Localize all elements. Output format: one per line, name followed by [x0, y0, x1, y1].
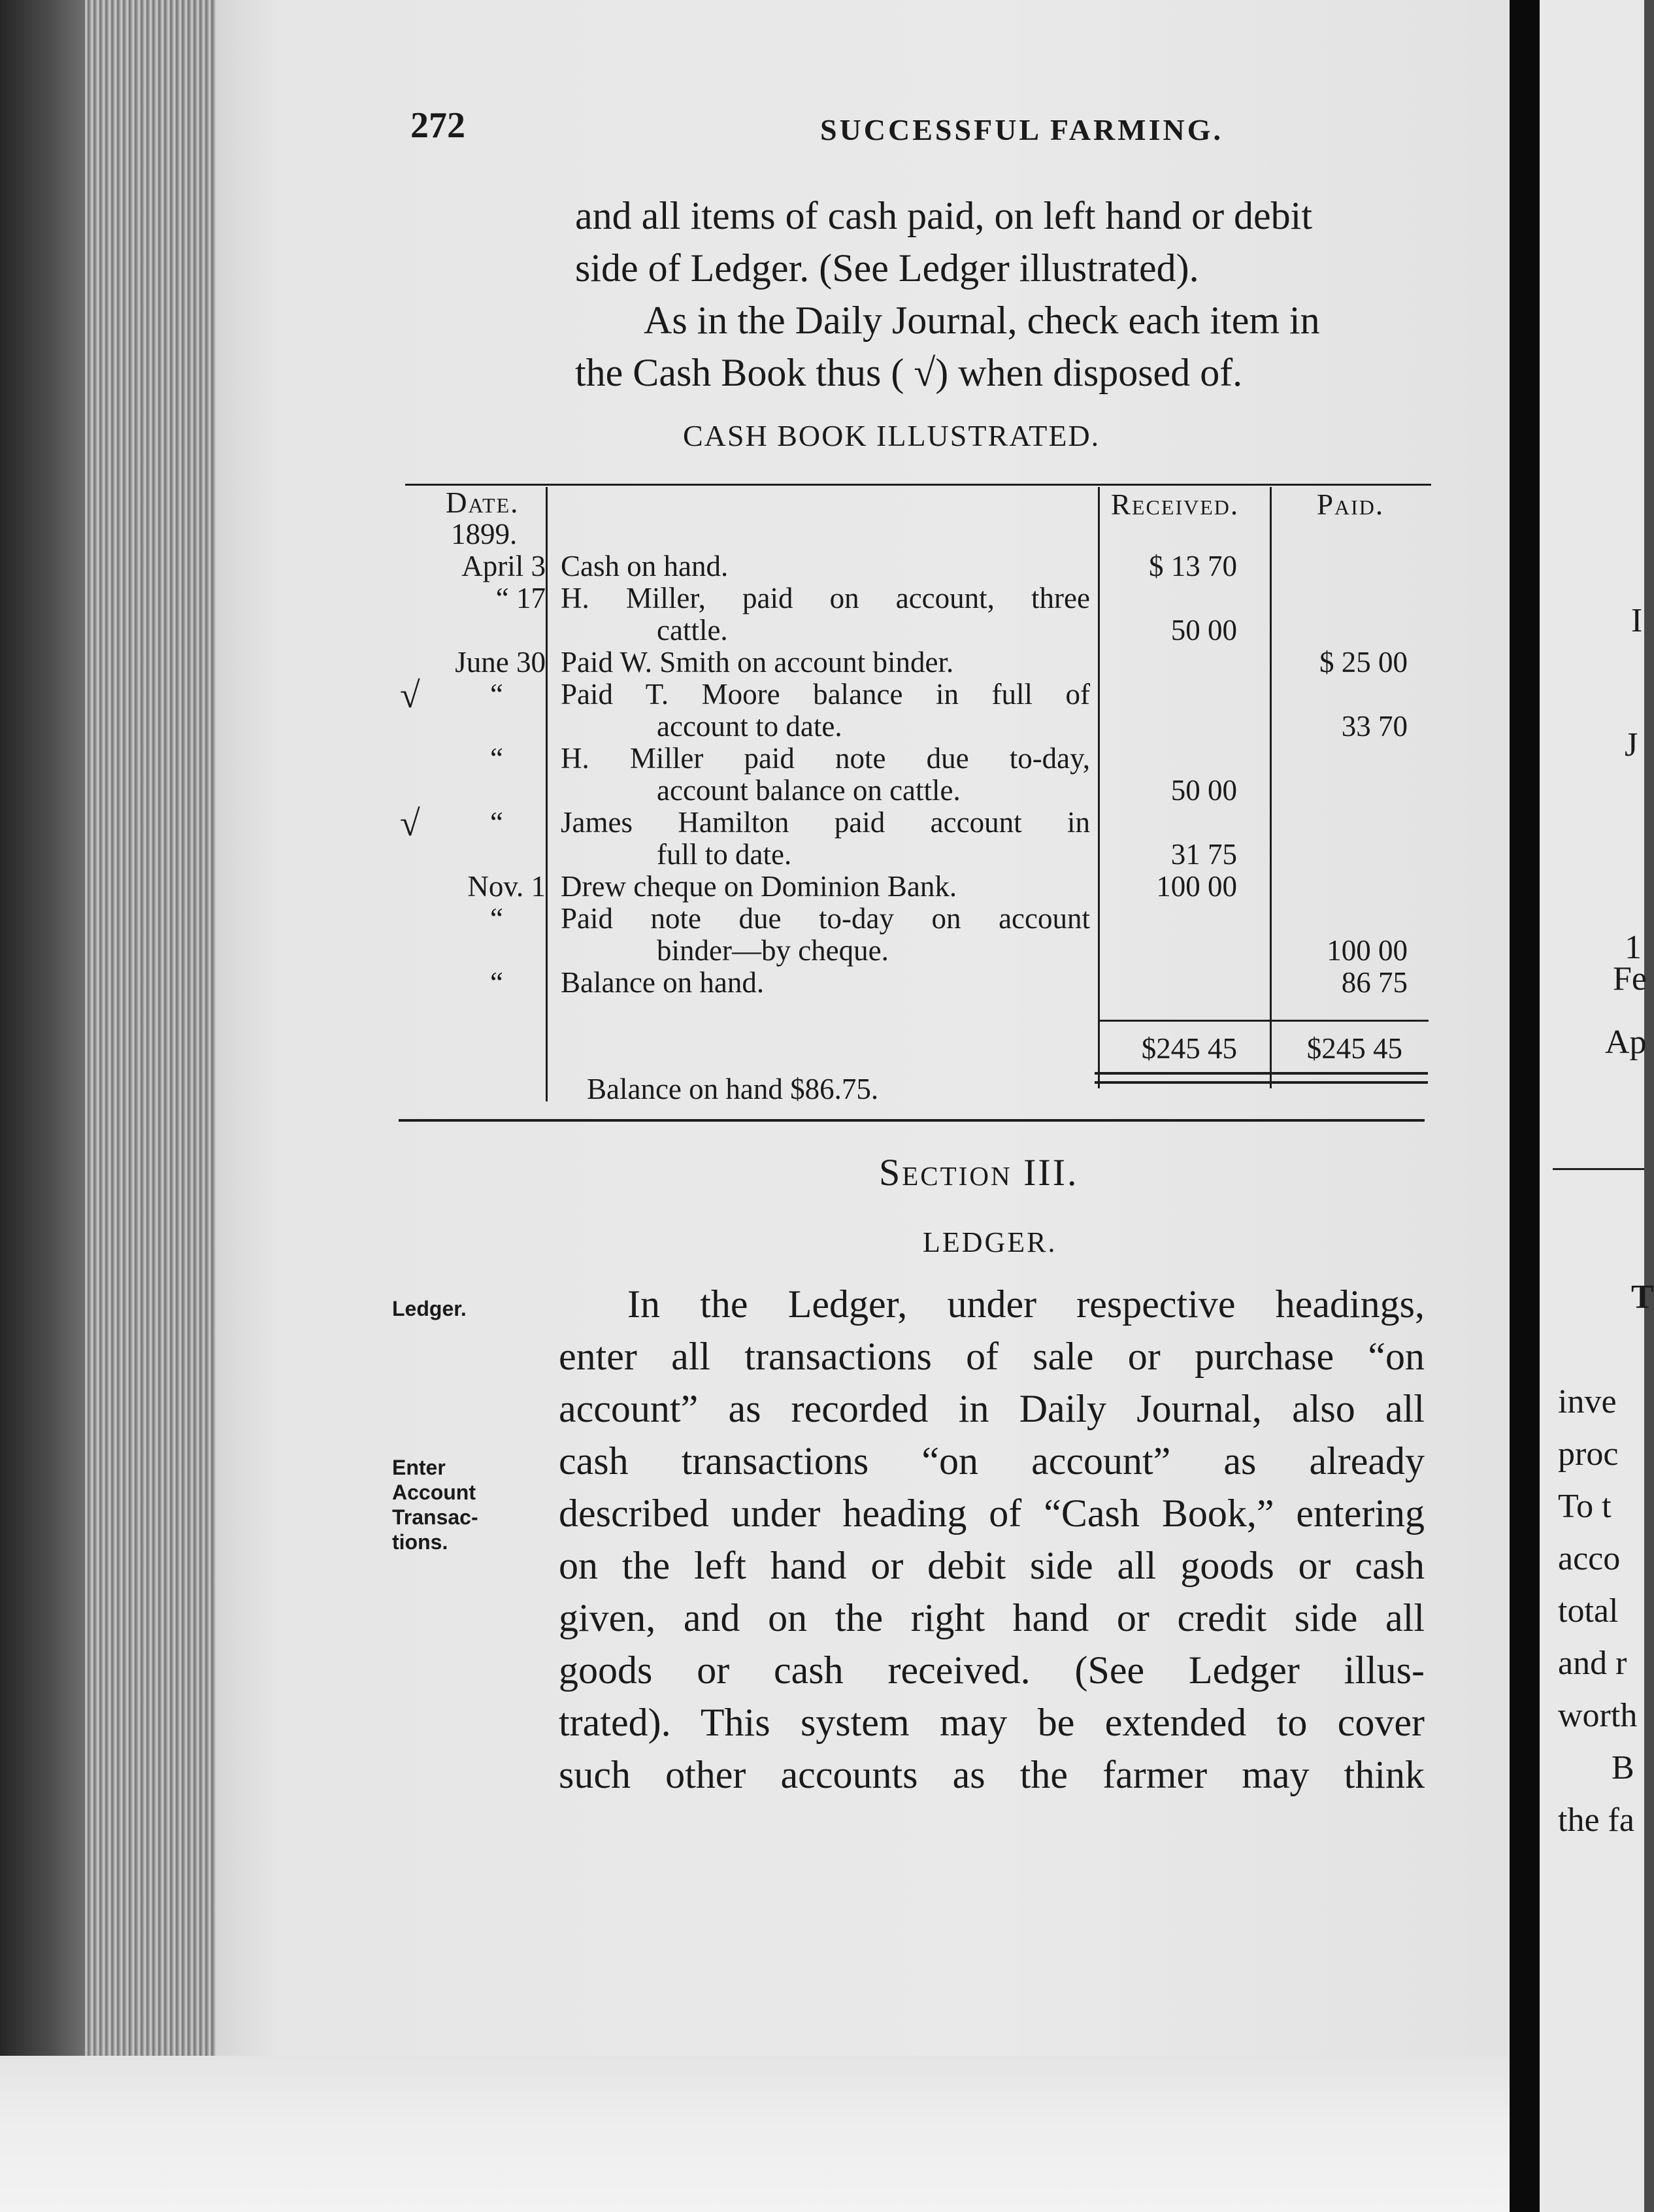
section-line-3: account” as recorded in Daily Journal, also all: [559, 1387, 1425, 1430]
subtotal-rule-received: [1100, 1020, 1271, 1022]
adjacent-fragment: I: [1631, 602, 1643, 639]
margin-note-enter-4: tions.: [392, 1530, 448, 1554]
adjacent-fragment: proc: [1558, 1435, 1619, 1473]
row-date: “: [490, 966, 503, 999]
intro-line-1: and all items of cash paid, on left hand or debit: [575, 194, 1313, 237]
cash-book-title: CASH BOOK ILLUSTRATED.: [683, 419, 1100, 452]
row-paid: 86 75: [1341, 966, 1408, 999]
row-description-cont: account balance on cattle.: [657, 774, 961, 807]
total-paid: $245 45: [1306, 1032, 1402, 1065]
book-spine-shadow: [0, 0, 85, 2212]
adjacent-fragment: acco: [1558, 1540, 1621, 1577]
row-description-cont: full to date.: [657, 838, 792, 871]
page-number: 272: [410, 105, 465, 146]
row-description: Drew cheque on Dominion Bank.: [561, 870, 957, 903]
adjacent-fragment: T: [1631, 1279, 1654, 1316]
page-bottom-margin: [0, 2056, 1644, 2212]
balance-note: Balance on hand $86.75.: [587, 1073, 879, 1105]
adjacent-fragment: and r: [1558, 1645, 1627, 1682]
row-description: H. Miller paid note due to-day,: [561, 742, 1090, 775]
adjacent-fragment: J: [1625, 726, 1638, 763]
subtotal-rule-paid: [1272, 1020, 1429, 1022]
date-column-divider: [546, 487, 548, 1101]
section-line-5: described under heading of “Cash Book,” entering: [559, 1492, 1425, 1535]
row-date: “: [490, 678, 503, 711]
adjacent-fragment: B: [1612, 1749, 1634, 1786]
row-description-cont: cattle.: [657, 614, 728, 646]
row-date: Nov. 1: [467, 870, 546, 903]
table-top-rule: [405, 484, 1431, 486]
row-paid: $ 25 00: [1319, 646, 1408, 679]
row-description: Paid W. Smith on account binder.: [561, 646, 954, 679]
check-mark-icon: √: [400, 803, 420, 844]
intro-line-2: side of Ledger. (See Ledger illustrated).: [575, 246, 1199, 290]
row-paid: 33 70: [1341, 710, 1408, 743]
adjacent-fragment: inve: [1558, 1383, 1617, 1420]
check-mark-icon: √: [400, 675, 420, 716]
section-heading: Section III.: [879, 1151, 1079, 1194]
row-description: Balance on hand.: [561, 966, 765, 999]
row-received: 50 00: [1170, 614, 1237, 646]
header-year: 1899.: [451, 518, 518, 550]
book-gutter: [1510, 0, 1540, 2212]
adjacent-page: [1540, 0, 1654, 2212]
row-date: “: [490, 742, 503, 775]
row-description-cont: binder—by cheque.: [657, 934, 889, 967]
row-date: “: [490, 806, 503, 839]
total-double-rule-top: [1095, 1072, 1428, 1075]
row-date: “ 17: [495, 582, 546, 614]
intro-line-3: As in the Daily Journal, check each item in: [644, 299, 1320, 342]
row-description: H. Miller, paid on account, three: [561, 582, 1090, 614]
intro-line-4: the Cash Book thus ( √) when disposed of.: [575, 351, 1243, 394]
adjacent-fragment: 1: [1625, 929, 1642, 966]
header-paid: Paid.: [1317, 488, 1385, 521]
row-description-cont: account to date.: [657, 710, 842, 743]
margin-note-enter-1: Enter: [392, 1456, 446, 1479]
row-date: “: [490, 902, 503, 935]
row-received: 50 00: [1170, 774, 1237, 807]
row-paid: 100 00: [1327, 934, 1408, 967]
section-line-1: In the Ledger, under respective headings,: [627, 1282, 1425, 1326]
row-description: Paid T. Moore balance in full of: [561, 678, 1090, 711]
running-head: SUCCESSFUL FARMING.: [820, 113, 1223, 146]
row-received: 100 00: [1156, 870, 1237, 903]
row-date: April 3: [461, 550, 546, 582]
section-subheading: LEDGER.: [923, 1226, 1057, 1258]
adjacent-rule: [1553, 1168, 1644, 1170]
header-date: Date.: [446, 486, 520, 519]
section-line-9: trated). This system may be extended to cover: [559, 1701, 1425, 1744]
adjacent-fragment: Ap: [1605, 1024, 1647, 1061]
section-line-6: on the left hand or debit side all goods or cash: [559, 1544, 1425, 1587]
section-line-8: goods or cash received. (See Ledger illus-: [559, 1649, 1425, 1692]
row-received: $ 13 70: [1149, 550, 1237, 582]
margin-note-enter-3: Transac-: [392, 1505, 478, 1529]
adjacent-fragment: total: [1558, 1592, 1619, 1630]
section-line-7: given, and on the right hand or credit side all: [559, 1596, 1425, 1639]
adjacent-fragment: worth: [1558, 1697, 1638, 1734]
row-description: Cash on hand.: [561, 550, 729, 582]
section-separator-rule: [399, 1119, 1425, 1122]
row-description: James Hamilton paid account in: [561, 806, 1090, 839]
section-line-10: such other accounts as the farmer may think: [559, 1753, 1425, 1796]
total-double-rule-bottom: [1095, 1081, 1428, 1084]
section-line-2: enter all transactions of sale or purchase “on: [559, 1335, 1425, 1378]
margin-note-enter-2: Account: [392, 1481, 476, 1504]
row-received: 31 75: [1170, 838, 1237, 871]
total-received: $245 45: [1141, 1032, 1237, 1065]
row-description: Paid note due to-day on account: [561, 902, 1090, 935]
header-received: Received.: [1111, 488, 1240, 521]
margin-note-ledger: Ledger.: [392, 1297, 467, 1320]
row-date: June 30: [455, 646, 546, 679]
adjacent-fragment: the fa: [1558, 1801, 1634, 1839]
adjacent-fragment: Fe: [1613, 960, 1647, 997]
section-line-4: cash transactions “on account” as already: [559, 1439, 1425, 1483]
adjacent-fragment: To t: [1558, 1488, 1612, 1525]
